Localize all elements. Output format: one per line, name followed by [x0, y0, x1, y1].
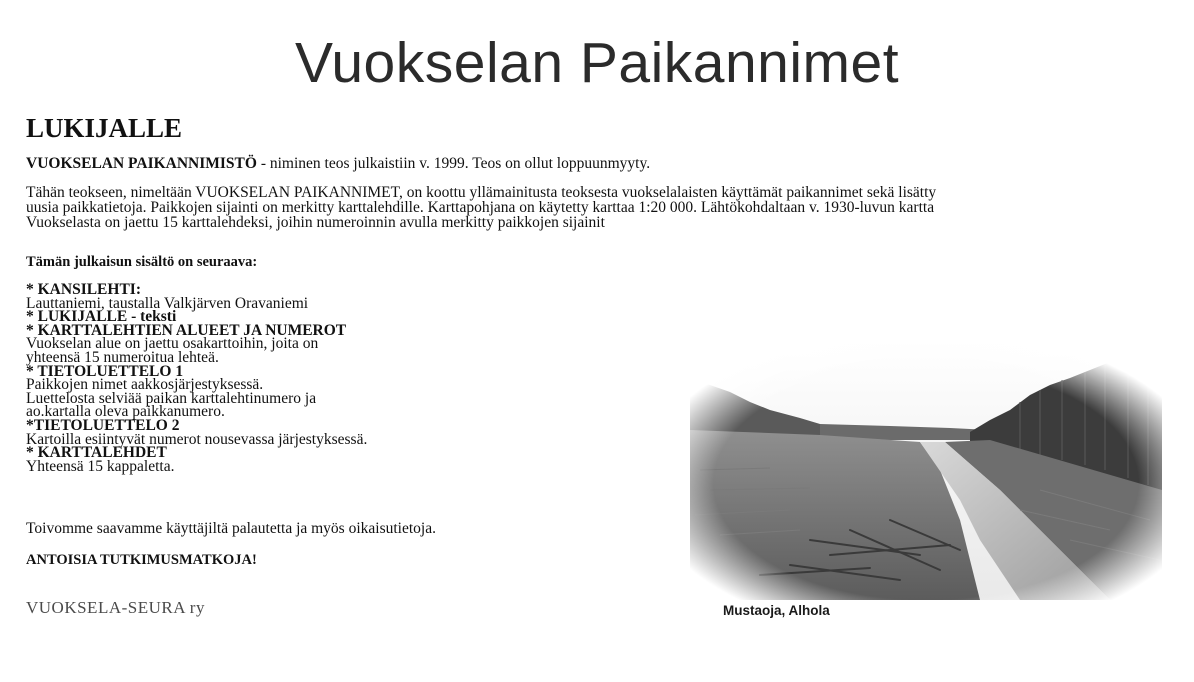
- contents-item: Kartoilla esiintyvät numerot nousevassa järjestyksessä.: [26, 430, 368, 448]
- contents-heading: Tämän julkaisun sisältö on seuraava:: [26, 254, 258, 270]
- contents-item: * KARTTALEHDET: [26, 444, 167, 462]
- body-line: Tähän teokseen, nimeltään VUOKSELAN PAIKANNIMET, on koottu yllämainitusta teoksesta vuokselalaisten käyttämät paikannimet sekä lisätty: [26, 184, 937, 201]
- contents-item: *TIETOLUETTELO 2: [26, 416, 180, 434]
- photo-caption: Mustaoja, Alhola: [723, 603, 830, 618]
- contents-item: Yhteensä 15 kappaletta.: [26, 457, 175, 475]
- body-line: uusia paikkatietoja. Paikkojen sijainti on merkitty karttalehdille. Karttapohjana on käytetty karttaa 1:20 000. Lähtökohdaltaan v. 1930-luvun kartta: [26, 199, 935, 216]
- contents-item: yhteensä 15 numeroitua lehteä.: [26, 348, 219, 366]
- contents-item: Vuokselan alue on jaettu osakarttoihin, joita on: [26, 335, 319, 353]
- contents-item: ao.kartalla oleva paikkanumero.: [26, 403, 225, 421]
- ditch-landscape-image: [690, 340, 1162, 600]
- closing-line: ANTOISIA TUTKIMUSMATKOJA!: [26, 552, 257, 568]
- section-heading: LUKIJALLE: [26, 113, 183, 143]
- contents-item: Paikkojen nimet aakkosjärjestyksessä.: [26, 376, 264, 394]
- contents-item: * KARTTALEHTIEN ALUEET JA NUMEROT: [26, 321, 347, 339]
- signature: VUOKSELA-SEURA ry: [26, 598, 205, 617]
- contents-item: * KANSILEHTI:: [26, 281, 141, 298]
- intro-lead: VUOKSELAN PAIKANNIMISTÖ: [26, 155, 257, 172]
- intro-paragraph: [26, 156, 650, 171]
- body-line: Vuokselasta on jaettu 15 karttalehdeksi, joihin numeroinnin avulla merkitty paikkojen sijainit: [26, 214, 605, 231]
- feedback-paragraph: Toivomme saavamme käyttäjiltä palautetta ja myös oikaisutietoja.: [26, 520, 436, 537]
- contents-item: Luettelosta selviää paikan karttalehtinumero ja: [26, 389, 317, 407]
- intro-rest: - niminen teos julkaistiin v. 1999. Teos on ollut loppuunmyyty.: [256, 155, 651, 172]
- body-paragraph: [26, 185, 1176, 230]
- contents-item: Lauttaniemi, taustalla Valkjärven Oravaniemi: [26, 294, 309, 312]
- contents-list: [26, 283, 367, 473]
- contents-item: * LUKIJALLE - teksti: [26, 308, 177, 326]
- landscape-photo: [690, 340, 1162, 600]
- photo-vignette: [690, 340, 1162, 600]
- contents-item: * TIETOLUETTELO 1: [26, 362, 184, 380]
- document-title: Vuokselan Paikannimet: [294, 31, 900, 95]
